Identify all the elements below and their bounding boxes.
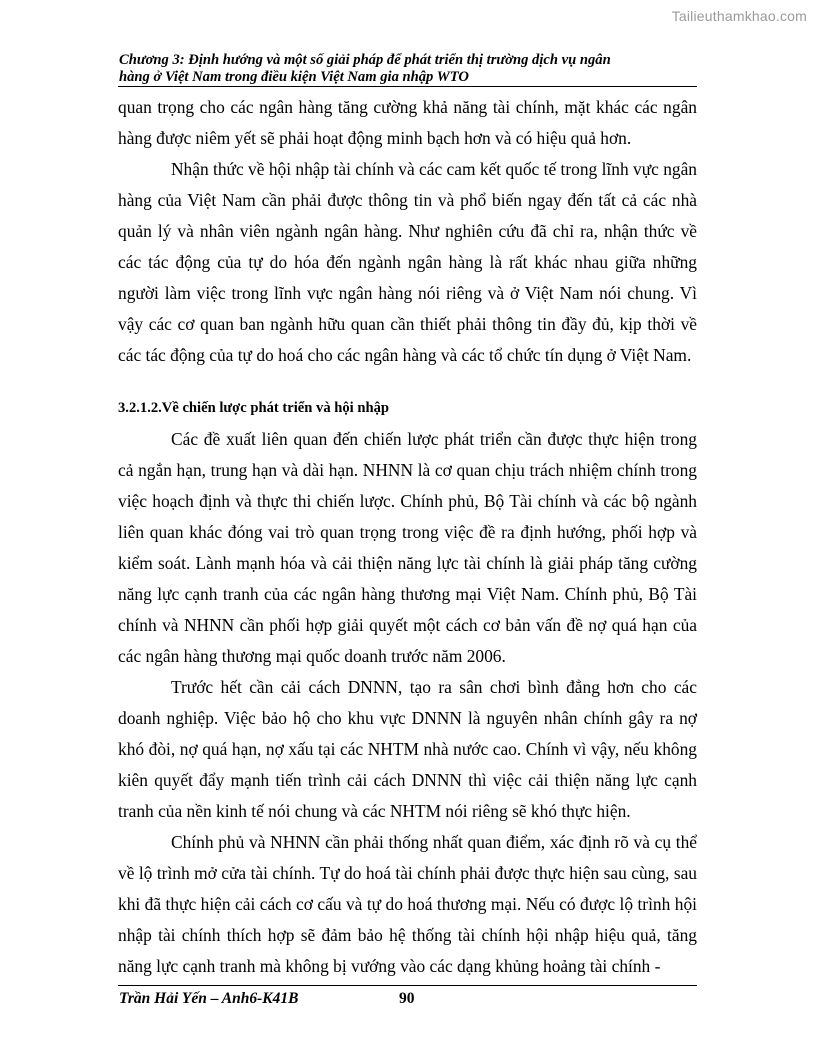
paragraph-strategy: Các đề xuất liên quan đến chiến lược phát triển cần được thực hiện trong cả ngắn hạn, trung hạn và dài hạn. NHNN là cơ quan chịu trách nhiệm chính trong việc hoạch định và thực thi chiến lược. Chính phủ, Bộ Tài chính và các bộ ngành liên quan khác đóng vai trò quan trọng trong việc đề ra định hướng, phối hợp và kiểm soát. Lành mạnh hóa và cải thiện năng lực tài chính là giải pháp tăng cường năng lực cạnh tranh của các ngân hàng thương mại Việt Nam. Chính phủ, Bộ Tài chính và NHNN cần phối hợp giải quyết một cách cơ bản vấn đề nợ quá hạn của các ngân hàng thương mại quốc doanh trước năm 2006. — [118, 429, 697, 666]
page-body — [118, 92, 697, 982]
paragraph-awareness: Nhận thức về hội nhập tài chính và các cam kết quốc tế trong lĩnh vực ngân hàng của Việt Nam cần phải được thông tin và phổ biến ngay đến tất cả các nhà quản lý và nhân viên ngành ngân hàng. Như nghiên cứu đã chỉ ra, nhận thức về các tác động của tự do hóa đến ngành ngân hàng là rất khác nhau giữa những người làm việc trong lĩnh vực ngân hàng nói riêng và ở Việt Nam nói chung. Vì vậy các cơ quan ban ngành hữu quan cần thiết phải thông tin đầy đủ, kịp thời về các tác động của tự do hoá cho các ngân hàng và các tổ chức tín dụng ở Việt Nam. — [118, 159, 697, 365]
header-line-1: Chương 3: Định hướng và một số giải pháp để phát triển thị trường dịch vụ ngân — [119, 52, 611, 68]
header-line-2: hàng ở Việt Nam trong điều kiện Việt Nam gia nhập WTO — [119, 69, 469, 85]
paragraph-soe-reform: Trước hết cần cải cách DNNN, tạo ra sân chơi bình đẳng hơn cho các doanh nghiệp. Việc bảo hộ cho khu vực DNNN là nguyên nhân chính gây ra nợ khó đòi, nợ quá hạn, nợ xấu tại các NHTM nhà nước cao. Chính vì vậy, nếu không kiên quyết đẩy mạnh tiến trình cải cách DNNN thì việc cải thiện năng lực cạnh tranh của nền kinh tế nói chung và các NHTM nói riêng sẽ khó thực hiện. — [118, 677, 697, 821]
page-number: 90 — [399, 990, 415, 1007]
page-header — [119, 52, 697, 86]
paragraph-continued: quan trọng cho các ngân hàng tăng cường khả năng tài chính, mặt khác các ngân hàng được niêm yết sẽ phải hoạt động minh bạch hơn và có hiệu quả hơn. — [118, 97, 697, 148]
paragraph-financial-opening: Chính phủ và NHNN cần phải thống nhất quan điểm, xác định rõ và cụ thể về lộ trình mở cửa tài chính. Tự do hoá tài chính phải được thực hiện sau cùng, sau khi đã thực hiện cải cách cơ cấu và tự do hoá thương mại. Nếu có được lộ trình hội nhập tài chính thích hợp sẽ đảm bảo hệ thống tài chính hội nhập hiệu quả, tăng năng lực cạnh tranh mà không bị vướng vào các dạng khủng hoảng tài chính - — [118, 832, 697, 976]
footer-divider — [118, 985, 697, 986]
section-heading: 3.2.1.2.Về chiến lược phát triển và hội nhập — [118, 400, 390, 416]
footer-author: Trần Hải Yến – Anh6-K41B — [119, 990, 299, 1007]
header-divider — [118, 86, 697, 87]
watermark: Tailieuthamkhao.com — [671, 8, 807, 24]
